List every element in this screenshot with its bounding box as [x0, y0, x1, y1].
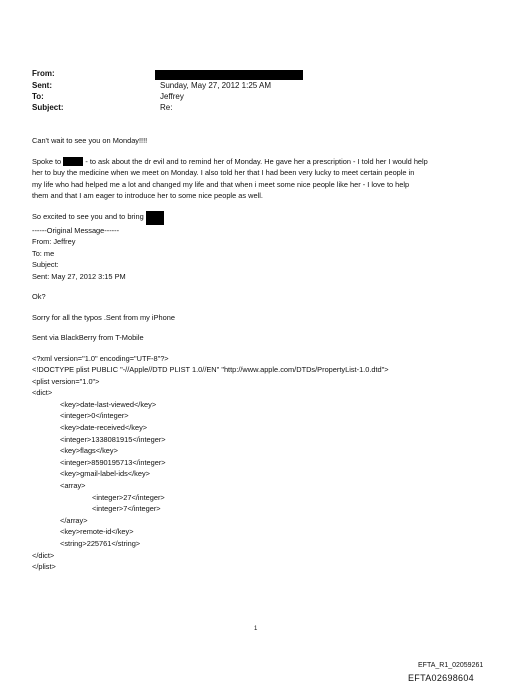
xml-line: <string>225761</string> — [60, 539, 141, 548]
body-line — [32, 212, 164, 221]
xml-line: <dict> — [32, 388, 53, 398]
redaction-box — [146, 211, 164, 225]
original-message-line: Subject: — [32, 260, 59, 269]
from-label: From: — [32, 69, 55, 78]
xml-line: <integer>27</integer> — [92, 492, 165, 502]
subject-label: Subject: — [32, 103, 64, 112]
xml-line: </plist> — [32, 562, 56, 572]
xml-line: <integer>0</integer> — [60, 411, 129, 421]
xml-line: <integer>8590195713</integer> — [60, 457, 166, 467]
to-label: To: — [32, 92, 44, 101]
redaction-box — [63, 157, 83, 166]
plist-xml-block — [32, 353, 484, 573]
to-value: Jeffrey — [160, 92, 184, 101]
xml-line: <key>flags</key> — [60, 446, 118, 456]
xml-line: <key>date-last-viewed</key> — [60, 399, 157, 409]
xml-line: <integer>7</integer> — [92, 504, 161, 514]
body-paragraph — [32, 156, 484, 202]
email-body — [32, 135, 484, 573]
xml-line: <integer>1338081915</integer> — [60, 434, 166, 444]
redaction-box — [155, 70, 303, 80]
xml-line: <key>gmail-label-ids</key> — [60, 469, 150, 479]
body-paragraph: Can't wait to see you on Monday!!!! — [32, 136, 148, 145]
original-message-line: To: me — [32, 248, 55, 258]
body-paragraph: Ok? — [32, 292, 46, 301]
xml-line: <key>date-received</key> — [60, 423, 148, 433]
body-paragraph: Sorry for all the typos .Sent from my iPhone — [32, 312, 175, 322]
original-message-line: ------Original Message------ — [32, 225, 120, 235]
sent-value: Sunday, May 27, 2012 1:25 AM — [160, 81, 272, 90]
subject-value: Re: — [160, 103, 173, 112]
original-message-line: Sent: May 27, 2012 3:15 PM — [32, 271, 126, 281]
body-text: So excited to see you and to bring — [32, 212, 144, 222]
xml-line: <!DOCTYPE plist PUBLIC "-//Apple//DTD PLIST 1.0//EN" "http://www.apple.com/DTDs/PropertyList-1.0.dtd"> — [32, 365, 389, 375]
xml-line: <key>remote-id</key> — [60, 527, 134, 537]
body-line: my life who had helped me a lot and changed my life and that when i meet some nice people like her - I love to help — [32, 179, 410, 189]
body-line — [32, 157, 428, 166]
xml-line: </dict> — [32, 550, 55, 560]
body-text: - to ask about the dr evil and to remind her of Monday. He gave her a prescription - I told her I would help — [85, 156, 428, 166]
bates-number-large: EFTA02698604 — [408, 673, 474, 683]
page-number: 1 — [254, 626, 258, 632]
body-paragraph: Sent via BlackBerry from T-Mobile — [32, 333, 144, 342]
xml-line: <?xml version="1.0" encoding="UTF-8"?> — [32, 353, 169, 363]
xml-line: <plist version="1.0"> — [32, 376, 100, 386]
body-paragraph — [32, 211, 484, 283]
xml-line: <array> — [60, 481, 86, 491]
bates-number-small: EFTA_R1_02059261 — [418, 662, 484, 669]
from-redaction — [155, 69, 303, 80]
original-message-line: From: Jeffrey — [32, 237, 76, 246]
body-line: her to buy the medicine when we meet on Monday. I also told her that I had been very lucky to meet certain people in — [32, 168, 415, 177]
xml-line: </array> — [60, 515, 88, 525]
body-text: Spoke to — [32, 156, 62, 166]
body-line: them and that I am eager to introduce her to some nice people as well. — [32, 191, 263, 200]
sent-label: Sent: — [32, 81, 52, 90]
